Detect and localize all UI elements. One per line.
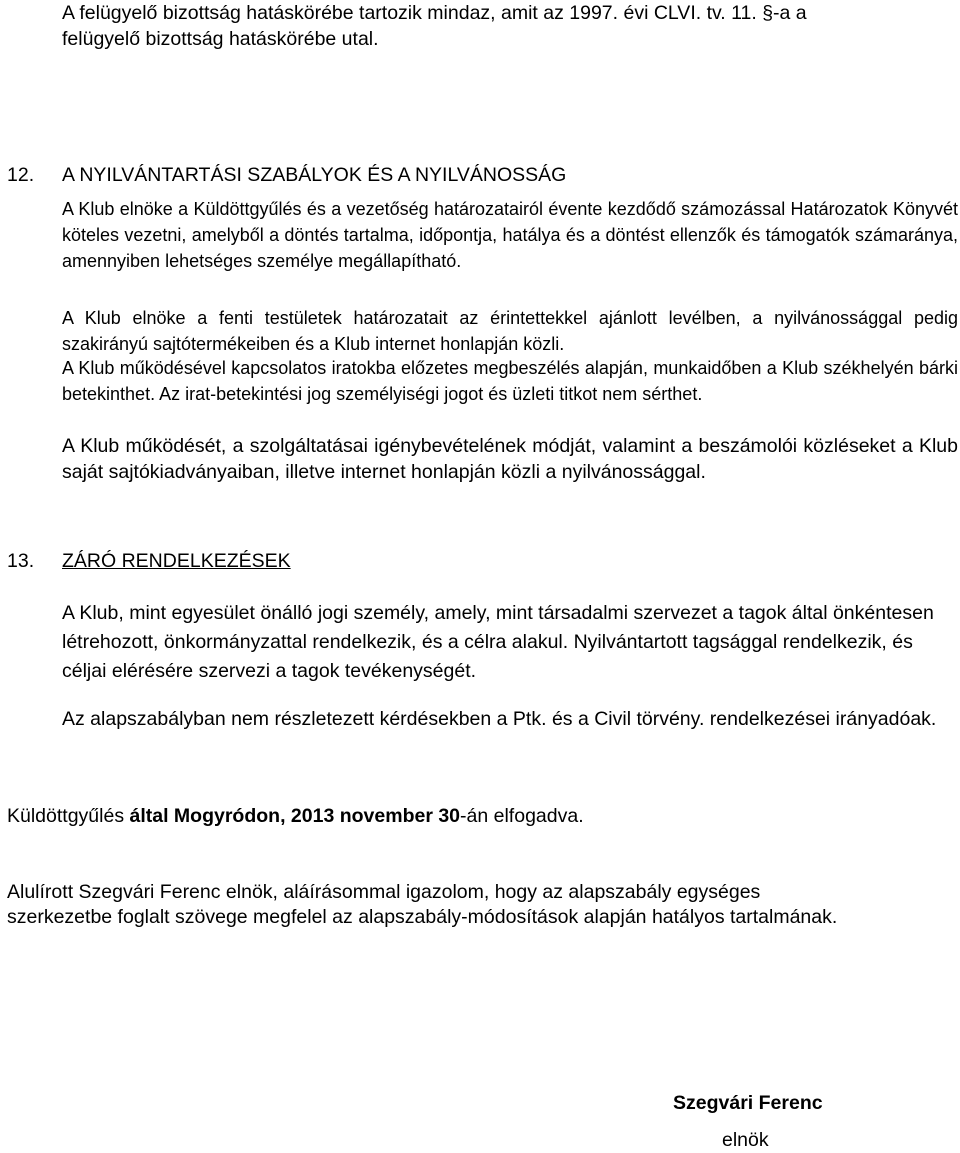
section-12-number: 12. bbox=[7, 164, 35, 186]
section-12-paragraph-1: A Klub elnöke a Küldöttgyűlés és a vezetőség határozatairól évente kezdődő számozással Határozatok Könyvét köteles vezetni, amelyből a döntés tartalma, időpontja, hatálya és a döntést ellenzők és támogatók számaránya, amennyiben lehetséges személye megállapítható. bbox=[62, 199, 958, 271]
adoption-prefix: Küldöttgyűlés bbox=[7, 805, 130, 827]
section-13-number: 13. bbox=[7, 550, 35, 572]
signature-title: elnök bbox=[722, 1129, 769, 1151]
signature-name: Szegvári Ferenc bbox=[673, 1092, 823, 1114]
adoption-statement bbox=[7, 803, 957, 829]
section-13-paragraph-2: Az alapszabályban nem részletezett kérdésekben a Ptk. és a Civil törvény. rendelkezései irányadóak. bbox=[62, 708, 937, 730]
section-12-paragraph-3: A Klub működésével kapcsolatos iratokba előzetes megbeszélés alapján, munkaidőben a Klub székhelyén bárki betekinthet. Az irat-betekintési jog személyiségi jogot és üzleti titkot nem sérthet. bbox=[62, 358, 958, 404]
intro-line-1: A felügyelő bizottság hatáskörébe tartozik mindaz, amit az 1997. évi CLVI. tv. 11. §-a a bbox=[62, 2, 807, 24]
attestation-line-2: szerkezetbe foglalt szövege megfelel az alapszabály-módosítások alapján hatályos tartalmának. bbox=[7, 906, 838, 928]
section-13-heading: ZÁRÓ RENDELKEZÉSEK bbox=[62, 550, 291, 572]
adoption-bold: által Mogyródon, 2013 november 30 bbox=[129, 805, 461, 827]
section-12-paragraph-2: A Klub elnöke a fenti testületek határozatait az érintettekkel ajánlott levélben, a nyilvánossággal pedig szakirányú sajtótermékeiben és a Klub internet honlapján közli. bbox=[62, 308, 958, 354]
intro-line-2: felügyelő bizottság hatáskörébe utal. bbox=[62, 28, 379, 50]
section-12-paragraph-4: A Klub működését, a szolgáltatásai igénybevételének módját, valamint a beszámolói közléseket a Klub saját sajtókiadványaiban, illetve internet honlapján közli a nyilvánossággal. bbox=[62, 435, 958, 483]
section-12-heading: A NYILVÁNTARTÁSI SZABÁLYOK ÉS A NYILVÁNOSSÁG bbox=[62, 164, 567, 186]
attestation-line-1: Alulírott Szegvári Ferenc elnök, aláírásommal igazolom, hogy az alapszabály egységes bbox=[7, 881, 761, 903]
adoption-suffix: -án elfogadva. bbox=[460, 805, 584, 827]
section-13-paragraph-1: A Klub, mint egyesület önálló jogi személy, amely, mint társadalmi szervezet a tagok által önkéntesen létrehozott, önkormányzattal rendelkezik, és a célra alakul. Nyilvántartott tagsággal rendelkezik, és céljai elérésére szervezi a tagok tevékenységét. bbox=[62, 602, 934, 682]
